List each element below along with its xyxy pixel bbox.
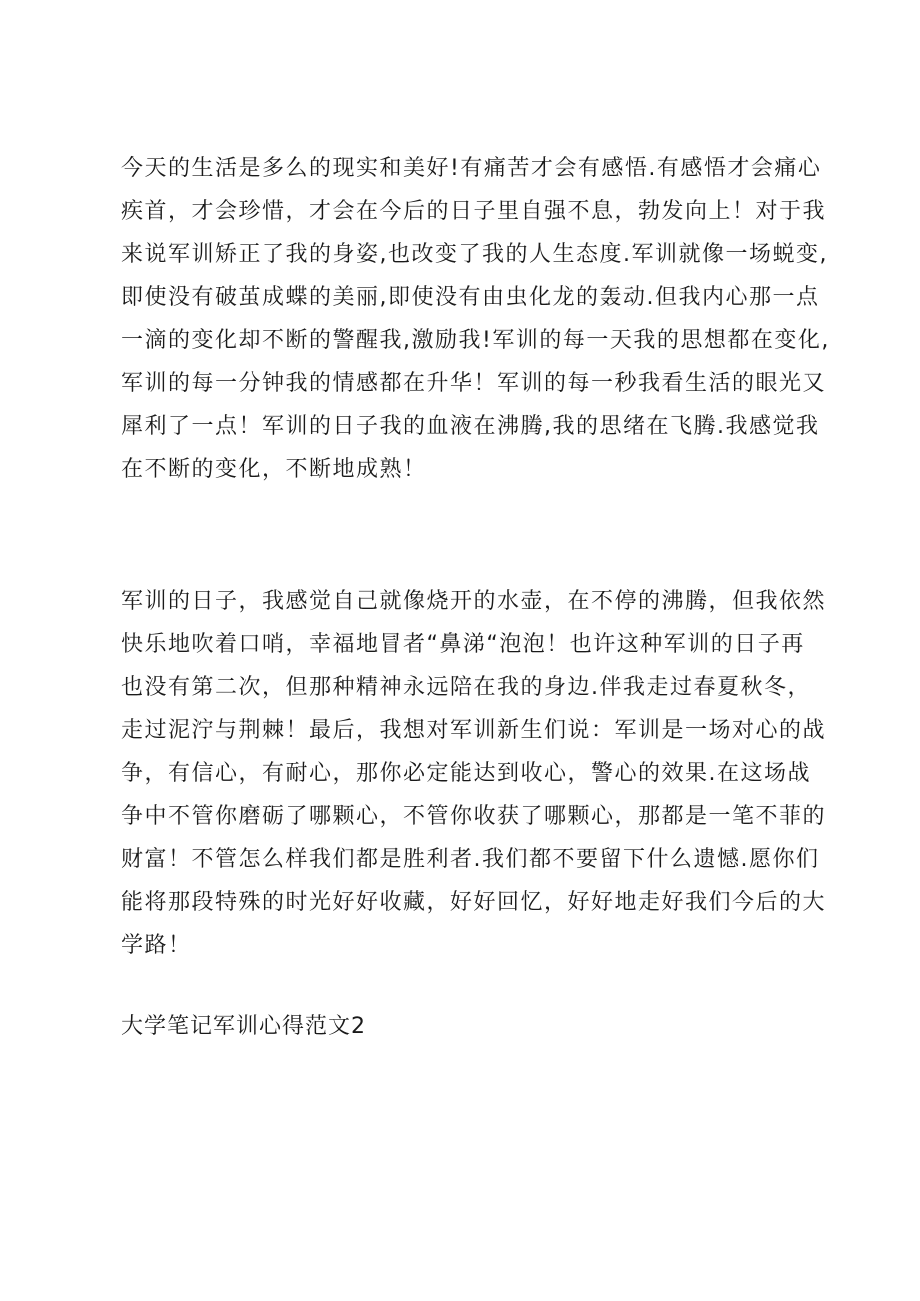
text-line: 争，有信心，有耐心，那你必定能达到收心，警心的效果.在这场战	[121, 761, 811, 786]
text-line: 也没有第二次，但那种精神永远陪在我的身边.伴我走过春夏秋冬，	[121, 675, 811, 700]
text-line: 快乐地吹着口哨，幸福地冒者“鼻涕“泡泡！也许这种军训的日子再	[121, 632, 805, 657]
text-line: 来说军训矫正了我的身姿,也改变了我的人生态度.军训就像一场蜕变,	[121, 242, 828, 267]
text-line: 学路！	[121, 933, 192, 958]
text-line: 走过泥泞与荆棘！最后，我想对军训新生们说：军训是一场对心的战	[121, 718, 827, 743]
paragraph-1	[121, 147, 841, 491]
text-line: 犀利了一点！军训的日子我的血液在沸腾,我的思绪在飞腾.我感觉我	[121, 414, 820, 439]
paragraph-2	[121, 580, 841, 967]
section-heading: 大学笔记军训心得范文2	[121, 1014, 366, 1039]
text-line: 争中不管你磨砺了哪颗心，不管你收获了哪颗心，那都是一笔不菲的	[121, 804, 827, 829]
text-line: 疾首，才会珍惜，才会在今后的日子里自强不息，勃发向上！对于我	[121, 199, 827, 224]
text-line: 一滴的变化却不断的警醒我,激励我!军训的每一天我的思想都在变化,	[121, 328, 830, 353]
text-line: 军训的每一分钟我的情感都在升华！军训的每一秒我看生活的眼光又	[121, 371, 827, 396]
text-line: 在不断的变化，不断地成熟！	[121, 457, 427, 482]
text-line: 即使没有破茧成蝶的美丽,即使没有由虫化龙的轰动.但我内心那一点	[121, 285, 820, 310]
text-line: 今天的生活是多么的现实和美好!有痛苦才会有感悟.有感悟才会痛心	[121, 156, 822, 181]
text-line: 军训的日子，我感觉自己就像烧开的水壶，在不停的沸腾，但我依然	[121, 589, 827, 614]
text-line: 财富！不管怎么样我们都是胜利者.我们都不要留下什么遗憾.愿你们	[121, 847, 820, 872]
text-line: 能将那段特殊的时光好好收藏，好好回忆，好好地走好我们今后的大	[121, 890, 827, 915]
